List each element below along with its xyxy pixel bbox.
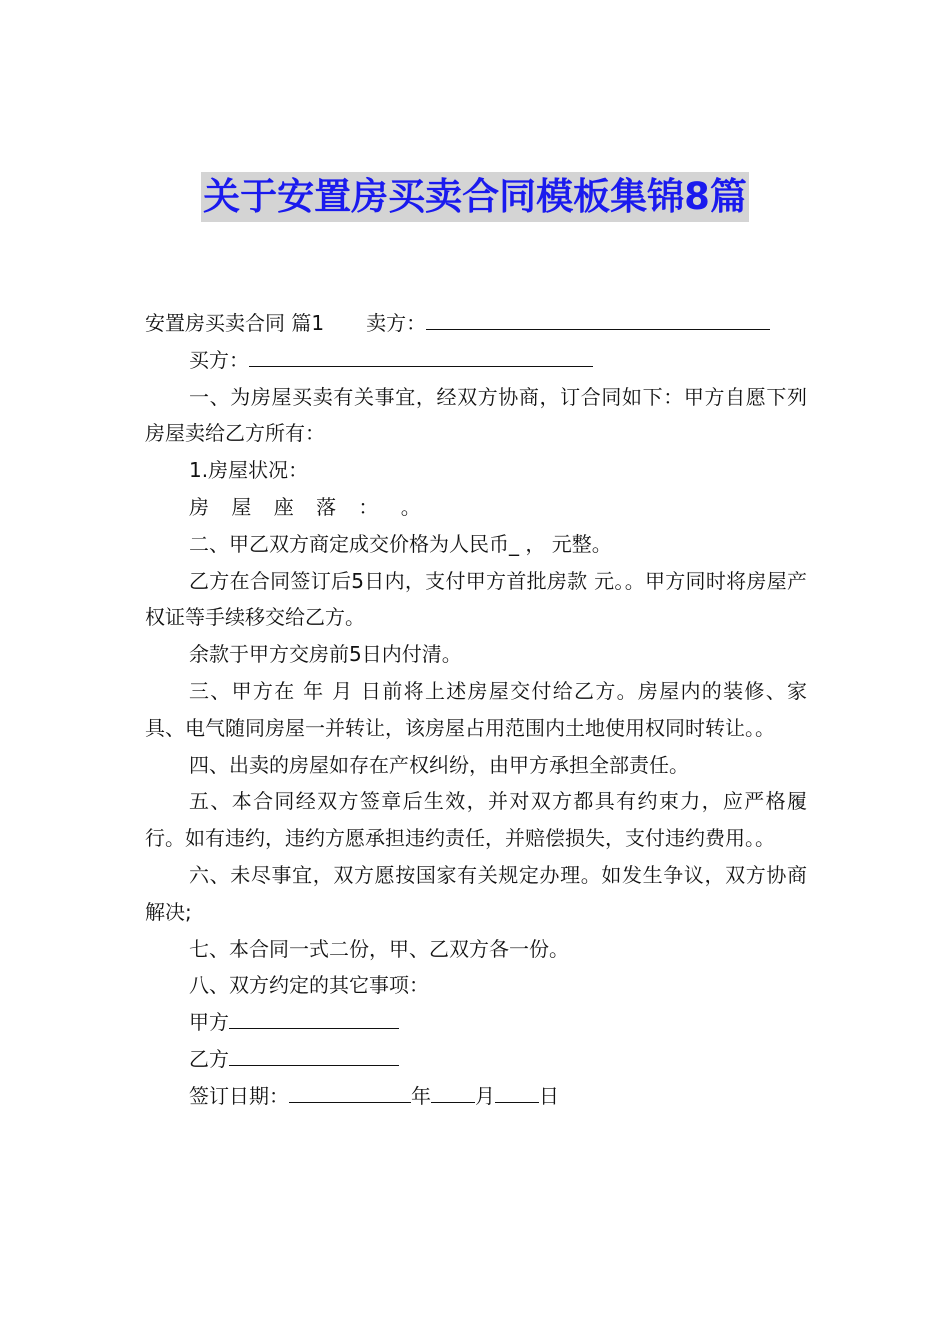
contract-body — [145, 305, 807, 1115]
party-b-label: 乙方 — [189, 1046, 229, 1071]
date-label: 签订日期： — [189, 1083, 289, 1108]
clause-5: 五、本合同经双方签章后生效，并对双方都具有约束力，应严格履行。如有违约，违约方愿承担违约责任，并赔偿损失，支付违约费用。。 — [145, 789, 807, 851]
buyer-line — [145, 342, 807, 379]
year-label: 年 — [411, 1083, 431, 1108]
buyer-label: 买方： — [189, 347, 249, 372]
clause-location: 房 屋 座 落 ： 。 — [189, 494, 429, 519]
day-label: 日 — [539, 1083, 559, 1108]
party-a-line — [145, 1004, 807, 1041]
clause-7: 七、本合同一式二份，甲、乙双方各一份。 — [189, 936, 569, 961]
clause-6: 六、未尽事宜，双方愿按国家有关规定办理。如发生争议，双方协商解决; — [145, 862, 807, 924]
seller-blank — [426, 305, 770, 330]
day-blank — [495, 1078, 539, 1103]
clause-8: 八、双方约定的其它事项： — [189, 973, 429, 998]
clause-4: 四、出卖的房屋如存在产权纠纷，由甲方承担全部责任。 — [189, 752, 689, 777]
party-a-label: 甲方 — [189, 1010, 229, 1035]
contract-heading: 安置房买卖合同 篇1 — [145, 311, 325, 335]
date-blank — [289, 1078, 411, 1103]
month-label: 月 — [475, 1083, 495, 1108]
buyer-blank — [249, 342, 593, 367]
clause-2: 二、甲乙双方商定成交价格为人民币_ ， 元整。 — [189, 531, 612, 556]
clause-2-balance: 余款于甲方交房前5日内付清。 — [189, 642, 462, 667]
clause-1: 一、为房屋买卖有关事宜，经双方协商，订合同如下：甲方自愿下列房屋卖给乙方所有： — [145, 384, 807, 446]
sign-date-line — [145, 1078, 807, 1115]
seller-label: 卖方： — [366, 311, 427, 335]
party-b-blank — [229, 1041, 399, 1066]
month-blank — [431, 1078, 475, 1103]
clause-2-payment: 乙方在合同签订后5日内，支付甲方首批房款 元。。甲方同时将房屋产权证等手续移交给乙方。 — [145, 568, 807, 630]
document-title: 关于安置房买卖合同模板集锦8篇 — [201, 172, 749, 222]
contract-heading-line — [145, 305, 807, 342]
party-b-line — [145, 1041, 807, 1078]
party-a-blank — [229, 1004, 399, 1029]
clause-3: 三、甲方在 年 月 日前将上述房屋交付给乙方。房屋内的装修、家具、电气随同房屋一并转让，该房屋占用范围内土地使用权同时转让。。 — [145, 678, 807, 740]
clause-1-1: 1.房屋状况： — [189, 458, 309, 483]
title-block — [0, 172, 950, 222]
